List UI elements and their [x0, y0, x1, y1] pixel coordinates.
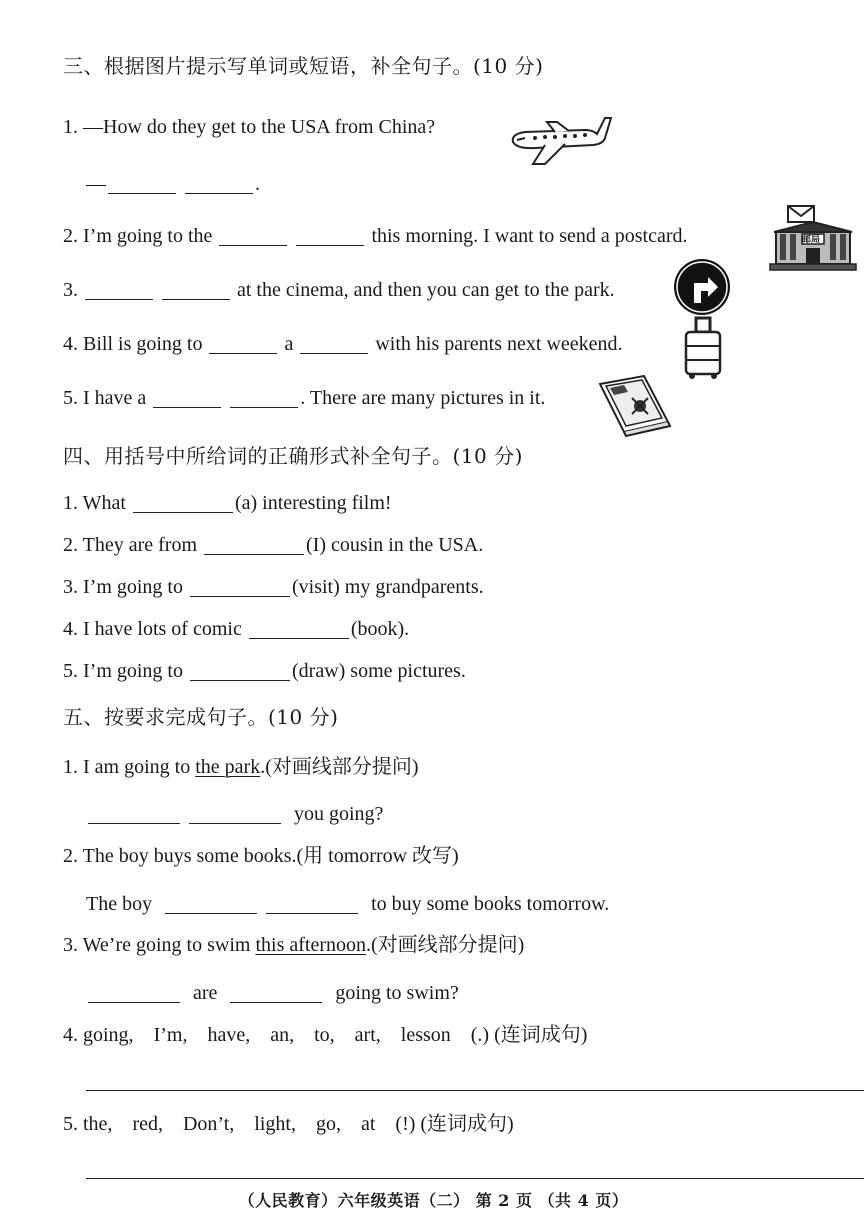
answer-blank[interactable] — [185, 173, 253, 194]
answer-blank[interactable] — [266, 893, 358, 914]
s5-q3-answer-middle: are — [193, 982, 218, 1004]
answer-blank[interactable] — [300, 333, 368, 354]
answer-blank[interactable] — [133, 492, 233, 513]
s4-item-suffix: (a) interesting film! — [234, 492, 392, 514]
s4-item-3 — [63, 573, 484, 601]
word: to, — [314, 1024, 335, 1046]
s3-q4-prefix: 4. Bill is going to — [63, 333, 203, 355]
s5-q3-answer — [86, 979, 459, 1007]
s4-item-suffix: (book). — [350, 618, 410, 640]
answer-blank[interactable] — [230, 982, 322, 1003]
s5-q3-underlined: this afternoon — [255, 934, 366, 956]
s5-q2-answer — [86, 890, 609, 918]
answer-blank[interactable] — [190, 660, 290, 681]
s3-q2-suffix: this morning. I want to send a postcard. — [371, 225, 688, 247]
s5-q1-answer — [86, 800, 383, 828]
s3-q1-text: 1. —How do they get to the USA from China? — [63, 116, 436, 138]
word: 4. going, — [63, 1024, 134, 1046]
word: (.) — [470, 1024, 490, 1046]
word: go, — [315, 1113, 341, 1135]
s5-q1-prefix: 1. I am going to — [63, 756, 196, 778]
s4-item-5 — [63, 657, 466, 685]
s3-q2 — [63, 222, 688, 250]
answer-blank[interactable] — [219, 225, 287, 246]
section4-heading: 四、用括号中所给词的正确形式补全句子。(10 分) — [63, 444, 523, 468]
s4-item-prefix: 2. They are from — [63, 534, 198, 556]
word: art, — [354, 1024, 381, 1046]
s3-q4 — [63, 330, 623, 358]
answer-blank[interactable] — [249, 618, 349, 639]
word: Don’t, — [182, 1113, 235, 1135]
answer-blank[interactable] — [88, 982, 180, 1003]
s4-item-suffix: (I) cousin in the USA. — [306, 534, 484, 556]
s4-item-2 — [63, 531, 483, 559]
s3-q1-period: . — [255, 173, 260, 195]
s4-item-prefix: 3. I’m going to — [63, 576, 183, 598]
word: (!) — [395, 1113, 416, 1135]
s5-q4-words — [63, 1021, 587, 1049]
s5-q3-answer-suffix: going to swim? — [335, 982, 459, 1004]
s5-q2-answer-suffix: to buy some books tomorrow. — [371, 893, 610, 915]
s5-q4-answer-line[interactable] — [86, 1090, 864, 1091]
s3-q1-answer — [86, 170, 260, 198]
s5-q1-answer-suffix: you going? — [294, 803, 384, 825]
answer-blank[interactable] — [165, 893, 257, 914]
s5-q1-suffix: .(对画线部分提问) — [260, 756, 419, 778]
post-office-icon — [768, 204, 858, 272]
s4-item-1 — [63, 489, 392, 517]
section5-heading: 五、按要求完成句子。(10 分) — [63, 705, 339, 729]
answer-blank[interactable] — [230, 387, 298, 408]
instruction: (连词成句) — [420, 1113, 514, 1135]
s3-q5 — [63, 384, 545, 412]
s5-q3 — [63, 931, 524, 959]
s5-q1 — [63, 753, 419, 781]
answer-blank[interactable] — [204, 534, 304, 555]
s4-item-prefix: 4. I have lots of comic — [63, 618, 242, 640]
answer-blank[interactable] — [162, 279, 230, 300]
s4-item-4 — [63, 615, 409, 643]
s5-q5-words — [63, 1110, 514, 1138]
word: at — [360, 1113, 376, 1135]
answer-blank[interactable] — [296, 225, 364, 246]
airplane-icon — [505, 112, 613, 172]
word: an, — [270, 1024, 295, 1046]
s3-q4-suffix: with his parents next weekend. — [375, 333, 623, 355]
book-icon — [596, 374, 672, 438]
s3-q3 — [63, 276, 615, 304]
s3-q1-dash: — — [86, 173, 106, 195]
answer-blank[interactable] — [108, 173, 176, 194]
answer-blank[interactable] — [189, 803, 281, 824]
turn-right-sign-icon — [672, 257, 732, 317]
post-office-sign: 邮局 — [802, 235, 821, 245]
answer-blank[interactable] — [88, 803, 180, 824]
s4-item-prefix: 1. What — [63, 492, 126, 514]
s5-q2-answer-prefix: The boy — [86, 893, 153, 915]
s3-q2-prefix: 2. I’m going to the — [63, 225, 213, 247]
s4-item-prefix: 5. I’m going to — [63, 660, 183, 682]
s3-q5-prefix: 5. I have a — [63, 387, 147, 409]
s3-q3-prefix: 3. — [63, 279, 78, 301]
word: light, — [254, 1113, 296, 1135]
word: have, — [207, 1024, 251, 1046]
answer-blank[interactable] — [209, 333, 277, 354]
s4-item-suffix: (draw) some pictures. — [292, 660, 466, 682]
s3-q5-suffix: . There are many pictures in it. — [300, 387, 546, 409]
word: red, — [132, 1113, 163, 1135]
suitcase-icon — [682, 316, 726, 380]
s4-item-suffix: (visit) my grandparents. — [292, 576, 484, 598]
s5-q3-suffix: .(对画线部分提问) — [365, 934, 525, 956]
s5-q1-underlined: the park — [195, 756, 261, 778]
word: lesson — [400, 1024, 451, 1046]
answer-blank[interactable] — [190, 576, 290, 597]
s5-q2-text: 2. The boy buys some books.(用 tomorrow 改写) — [63, 845, 459, 867]
word: 5. the, — [63, 1113, 113, 1135]
s5-q5-answer-line[interactable] — [86, 1178, 864, 1179]
instruction: (连词成句) — [494, 1024, 588, 1046]
page-footer: （人民教育）六年级英语（二） 第 2 页 （共 4 页） — [238, 1191, 629, 1210]
s5-q3-prefix: 3. We’re going to swim — [63, 934, 256, 956]
s3-q3-suffix: at the cinema, and then you can get to the park. — [237, 279, 615, 301]
answer-blank[interactable] — [153, 387, 221, 408]
word: I’m, — [153, 1024, 188, 1046]
section3-heading: 三、根据图片提示写单词或短语，补全句子。(10 分) — [63, 54, 544, 78]
answer-blank[interactable] — [85, 279, 153, 300]
s3-q4-middle: a — [284, 333, 294, 355]
